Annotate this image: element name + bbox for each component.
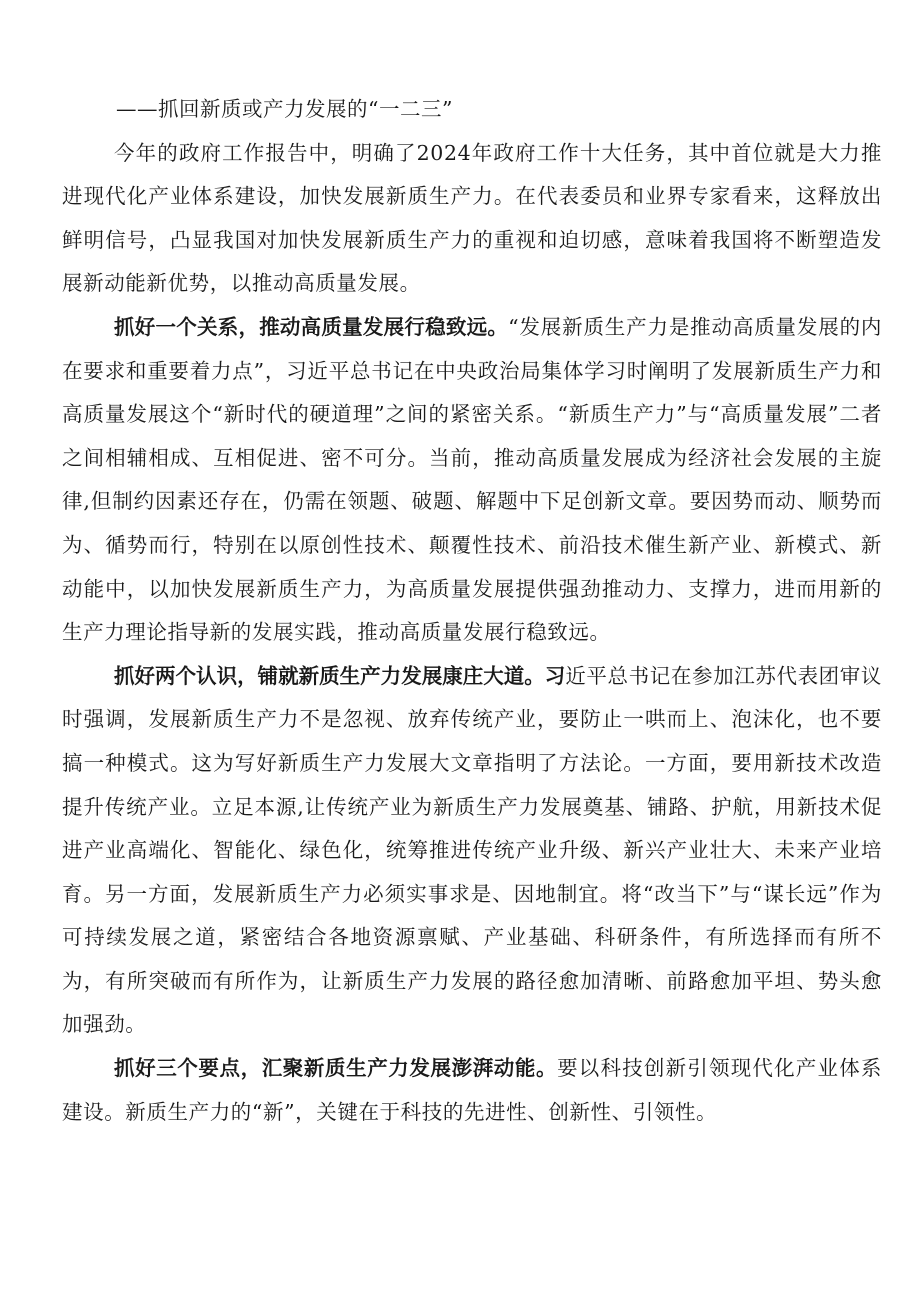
- document-subtitle: ——抓回新质或产力发展的“一二三”: [116, 97, 453, 121]
- paragraph-three-points: [62, 1047, 882, 1134]
- paragraph-text: 今年的政府工作报告中，明确了2024年政府工作十大任务，其中首位就是大力推进现代化产业体系建设，加快发展新质生产力。在代表委员和业界专家看来，这释放出鲜明信号，凸显我国对加快发展新质生产力的重视和迫切感，意味着我国将不断塑造发展新动能新优势，以推动高质量发展。: [62, 140, 882, 296]
- paragraph-text: “发展新质生产力是推动高质量发展的内在要求和重要着力点”，习近平总书记在中央政治局集体学习时阐明了发展新质生产力和高质量发展这个“新时代的硬道理”之间的紧密关系。“新质生产力”与“高质量发展”二者之间相辅相成、互相促进、密不可分。当前，推动高质量发展成为经济社会发展的主旋律,但制约因素还存在，仍需在领题、破题、解题中下足创新文章。要因势而动、顺势而为、循势而行，特别在以原创性技术、颠覆性技术、前沿技术催生新产业、新模式、新动能中，以加快发展新质生产力，为高质量发展提供强劲推动力、支撑力，进而用新的生产力理论指导新的发展实践，推动高质量发展行稳致远。: [62, 314, 883, 645]
- paragraph-text: 要以科技创新引领现代化产业体系建设。新质生产力的“新”，关键在于科技的先进性、创新性、引领性。: [62, 1056, 883, 1124]
- paragraph-text: 近平总书记在参加江苏代表团审议时强调，发展新质生产力不是忽视、放弃传统产业，要防止一哄而上、泡沫化，也不要搞一种模式。这为写好新质生产力发展大文章指明了方法论。一方面，要用新技术改造提升传统产业。立足本源,让传统产业为新质生产力发展奠基、铺路、护航，用新技术促进产业高端化、智能化、绿色化，统筹推进传统产业升级、新兴产业壮大、未来产业培育。另一方面，发展新质生产力必须实事求是、因地制宜。将“改当下”与“谋长远”作为可持续发展之道，紧密结合各地资源禀赋、产业基础、科研条件，有所选择而有所不为，有所突破而有所作为，让新质生产力发展的路径愈加清晰、前路愈加平坦、势头愈加强劲。: [62, 663, 883, 1037]
- paragraph-lead: 抓好两个认识，铺就新质生产力发展康庄大道。习: [114, 663, 566, 688]
- paragraph-lead: 抓好三个要点，汇聚新质生产力发展澎湃动能。: [114, 1056, 558, 1081]
- paragraph-one-relationship: [62, 306, 882, 655]
- paragraph-lead: 抓好一个关系，推动高质量发展行稳致远。: [114, 314, 509, 339]
- paragraph-two-understandings: [62, 655, 882, 1047]
- paragraph-intro: [62, 132, 882, 306]
- document-page: [62, 88, 882, 1134]
